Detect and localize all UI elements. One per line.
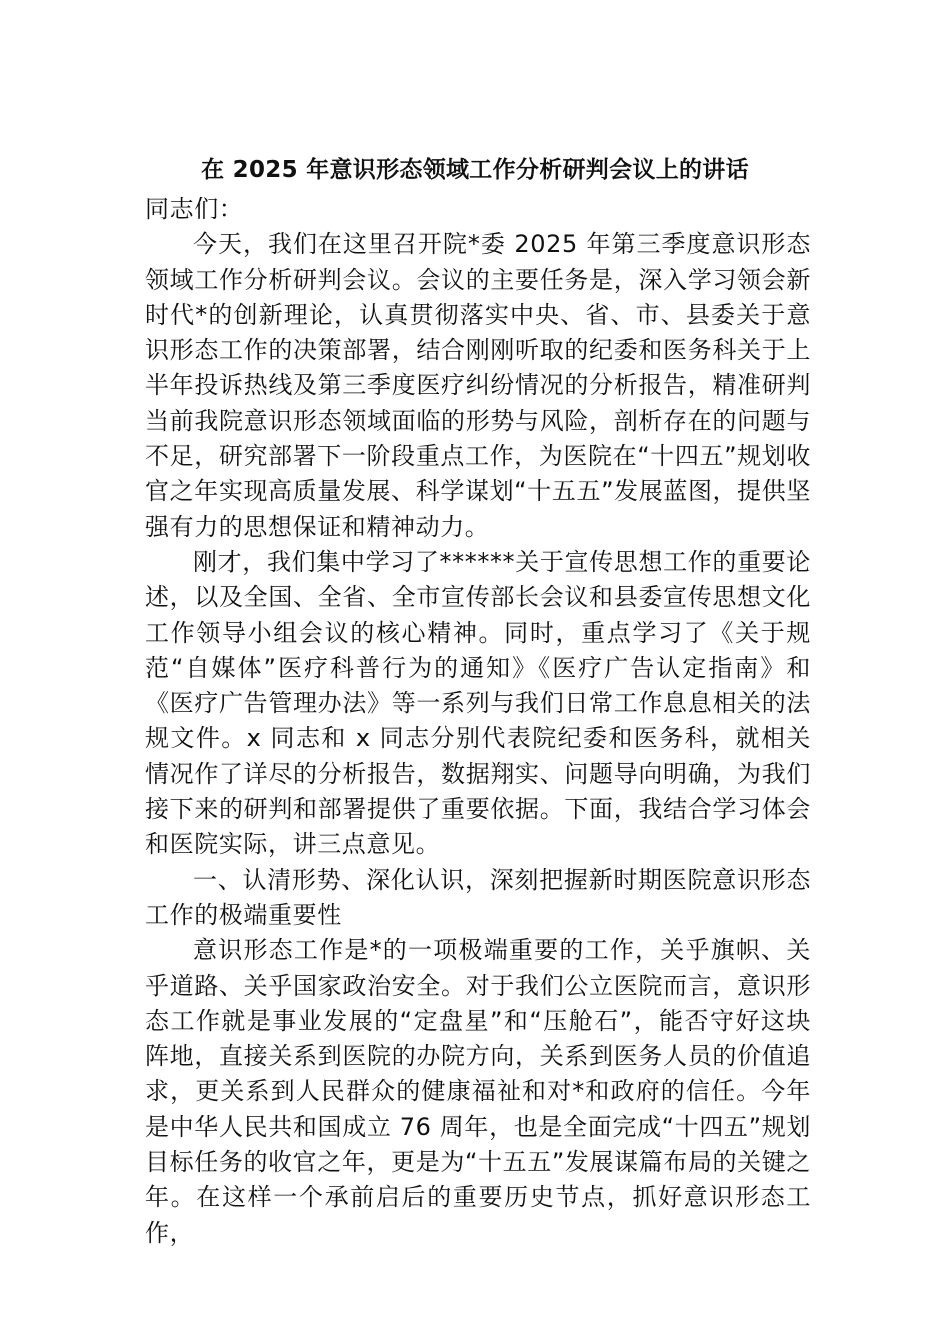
- document-body: [145, 192, 811, 1251]
- paragraph-importance: 意识形态工作是*的一项极端重要的工作，关乎旗帜、关乎道路、关乎国家政治安全。对于我们公立医院而言，意识形态工作就是事业发展的“定盘星”和“压舱石”，能否守好这块阵地，直接关系到医院的办院方向，关系到医务人员的价值追求，更关系到人民群众的健康福祉和对*和政府的信任。今年是中华人民共和国成立 76 周年，也是全面完成“十四五”规划目标任务的收官之年，更是为“十五五”发展谋篇布局的关键之年。在这样一个承前启后的重要历史节点，抓好意识形态工作，: [145, 936, 811, 1247]
- paragraph-study: 刚才，我们集中学习了******关于宣传思想工作的重要论述，以及全国、全省、全市宣传部长会议和县委宣传思想文化工作领导小组会议的核心精神。同时，重点学习了《关于规范“自媒体”医疗科普行为的通知》《医疗广告认定指南》和《医疗广告管理办法》等一系列与我们日常工作息息相关的法规文件。x 同志和 x 同志分别代表院纪委和医务科，就相关情况作了详尽的分析报告，数据翔实、问题导向明确，为我们接下来的研判和部署提供了重要依据。下面，我结合学习体会和医院实际，讲三点意见。: [145, 547, 811, 859]
- salutation: 同志们：: [145, 195, 244, 223]
- section-heading-1: 一、认清形势、深化认识，深刻把握新时期医院意识形态工作的极端重要性: [145, 865, 811, 929]
- paragraph-intro: 今天，我们在这里召开院*委 2025 年第三季度意识形态领域工作分析研判会议。会议的主要任务是，深入学习领会新时代*的创新理论，认真贯彻落实中央、省、市、县委关于意识形态工作的决策部署，结合刚刚听取的纪委和医务科关于上半年投诉热线及第三季度医疗纠纷情况的分析报告，精准研判当前我院意识形态领域面临的形势与风险，剖析存在的问题与不足，研究部署下一阶段重点工作，为医院在“十四五”规划收官之年实现高质量发展、科学谋划“十五五”发展蓝图，提供坚强有力的思想保证和精神动力。: [145, 230, 811, 541]
- document-title: 在 2025 年意识形态领域工作分析研判会议上的讲话: [201, 157, 749, 183]
